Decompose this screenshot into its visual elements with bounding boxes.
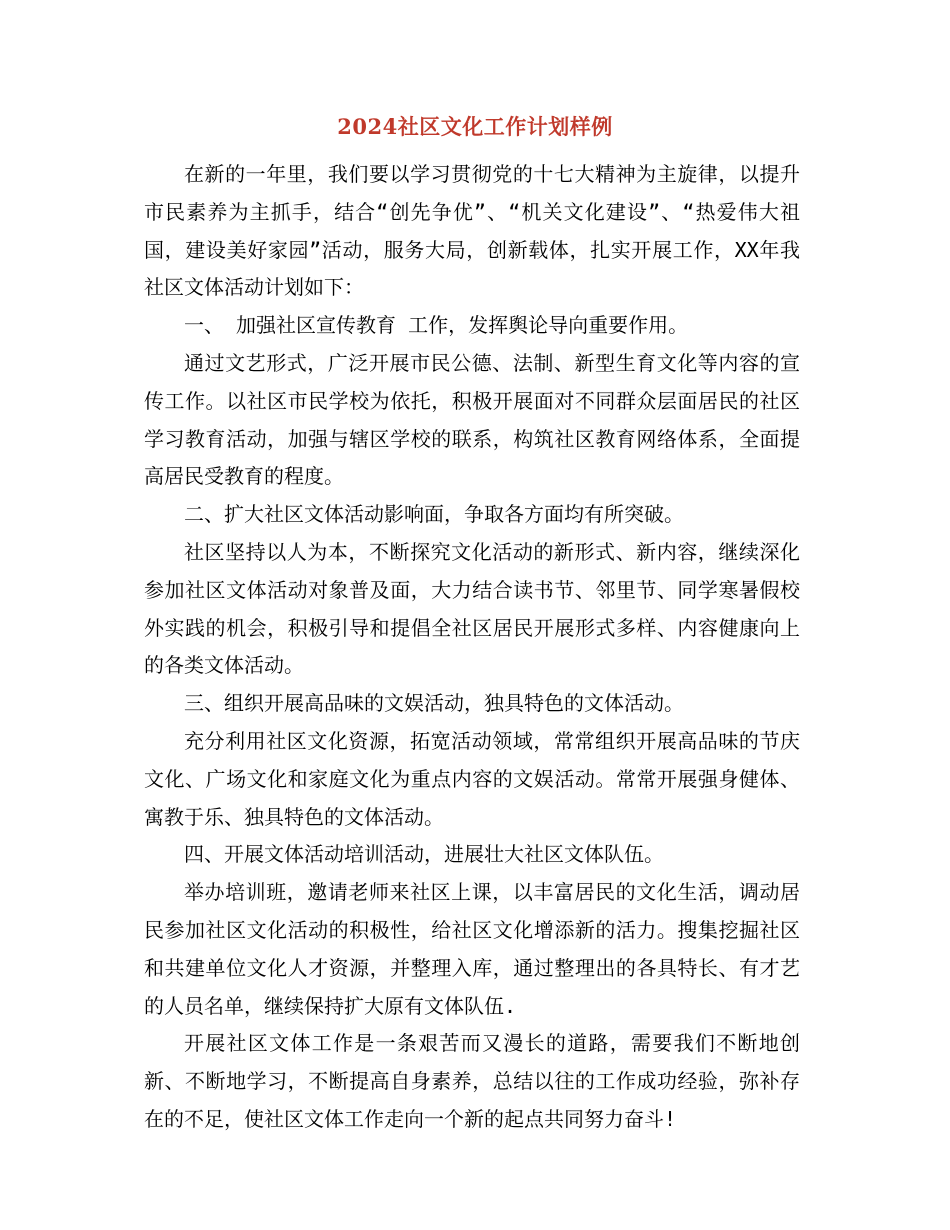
paragraph-section-3: 充分利用社区文化资源，拓宽活动领域，常常组织开展高品味的节庆文化、广场文化和家庭文化为重点内容的文娱活动。常常开展强身健体、寓教于乐、独具特色的文体活动。	[144, 728, 800, 829]
document-body	[144, 156, 800, 1139]
heading-section-2: 二、扩大社区文体活动影响面，争取各方面均有所突破。	[184, 502, 684, 527]
paragraph-section-4: 举办培训班，邀请老师来社区上课，以丰富居民的文化生活，调动居民参加社区文化活动的积极性，给社区文化增添新的活力。搜集挖掘社区和共建单位文化人才资源，并整理入库，通过整理出的各具特长、有才艺的人员名单，继续保持扩大原有文体队伍.	[144, 880, 800, 1018]
heading-section-3: 三、组织开展高品味的文娱活动，独具特色的文体活动。	[184, 691, 684, 716]
paragraph-conclusion: 开展社区文体工作是一条艰苦而又漫长的道路，需要我们不断地创新、不断地学习，不断提高自身素养，总结以往的工作成功经验，弥补存在的不足，使社区文体工作走向一个新的起点共同努力奋斗!	[144, 1031, 800, 1131]
heading-section-1: 一、 加强社区宣传教育 工作，发挥舆论导向重要作用。	[184, 313, 689, 338]
paragraph-section-1: 通过文艺形式，广泛开展市民公德、法制、新型生育文化等内容的宣传工作。以社区市民学校为依托，积极开展面对不同群众层面居民的社区学习教育活动，加强与辖区学校的联系，构筑社区教育网络体系，全面提高居民受教育的程度。	[144, 350, 800, 489]
document-title: 2024社区文化工作计划样例	[337, 114, 613, 139]
paragraph-section-2: 社区坚持以人为本，不断探究文化活动的新形式、新内容，继续深化参加社区文体活动对象普及面，大力结合读书节、邻里节、同学寒暑假校外实践的机会，积极引导和提倡全社区居民开展形式多样、内容健康向上的各类文体活动。	[144, 539, 800, 678]
paragraph-intro: 在新的一年里，我们要以学习贯彻党的十七大精神为主旋律，以提升市民素养为主抓手，结合“创先争优”、“机关文化建设”、“热爱伟大祖国，建设美好家园”活动，服务大局，创新载体，扎实开展工作，XX年我社区文体活动计划如下：	[144, 162, 800, 300]
heading-section-4: 四、开展文体活动培训活动，进展壮大社区文体队伍。	[184, 842, 664, 867]
